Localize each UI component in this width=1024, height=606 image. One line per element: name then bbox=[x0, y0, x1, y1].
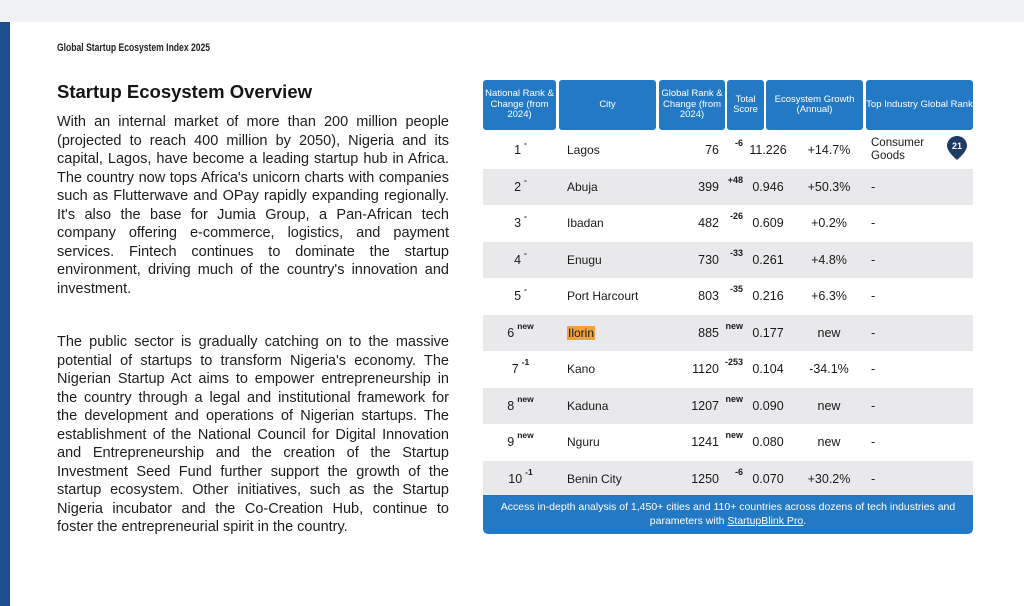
national-rank: 6 bbox=[507, 325, 515, 340]
top-industry: - bbox=[871, 179, 876, 194]
national-rank-change: -1 bbox=[525, 466, 533, 477]
top-industry: - bbox=[871, 362, 876, 377]
global-rank: 399 bbox=[698, 179, 719, 194]
global-rank-change: -35 bbox=[729, 284, 743, 294]
total-score: 0.177 bbox=[752, 325, 784, 340]
national-rank-cell bbox=[483, 388, 558, 425]
page-edge-stripe bbox=[0, 22, 10, 606]
city-cell bbox=[567, 351, 667, 388]
global-rank-change: new bbox=[725, 393, 743, 404]
header-ecosystem-growth: Ecosystem Growth (Annual) bbox=[766, 80, 863, 130]
top-industry: - bbox=[871, 398, 876, 413]
city-name: Enugu bbox=[567, 252, 602, 267]
national-rank: 9 bbox=[507, 435, 515, 450]
national-rank: 2 bbox=[514, 179, 522, 194]
table-row bbox=[483, 388, 973, 425]
global-rank-cell bbox=[658, 169, 745, 206]
top-industry: - bbox=[871, 471, 876, 486]
national-rank: 5 bbox=[514, 289, 522, 304]
global-rank: 482 bbox=[698, 216, 719, 231]
top-industry: - bbox=[871, 435, 876, 450]
city-cell bbox=[567, 388, 667, 425]
city-cell bbox=[567, 242, 667, 279]
global-rank-cell bbox=[658, 242, 745, 279]
global-rank-cell bbox=[658, 278, 745, 315]
global-rank-change: +48 bbox=[727, 174, 743, 185]
top-industry-cell bbox=[868, 169, 973, 206]
city-cell bbox=[567, 132, 667, 169]
national-rank: 1 bbox=[514, 143, 522, 158]
national-rank-cell bbox=[483, 242, 558, 279]
national-rank-cell bbox=[483, 169, 558, 206]
total-score: 0.104 bbox=[752, 362, 784, 377]
global-rank: 76 bbox=[705, 143, 719, 158]
global-rank-cell bbox=[658, 205, 745, 242]
national-rank-change: new bbox=[517, 393, 534, 404]
top-industry-cell bbox=[868, 351, 973, 388]
national-rank-change: new bbox=[517, 320, 534, 331]
city-cell bbox=[567, 278, 667, 315]
ecosystem-growth: +30.2% bbox=[807, 471, 851, 486]
top-industry: - bbox=[871, 252, 876, 267]
global-rank: 803 bbox=[698, 289, 719, 304]
city-name: Benin City bbox=[567, 471, 622, 486]
city-cell bbox=[567, 169, 667, 206]
top-industry-cell bbox=[868, 461, 973, 498]
global-rank-cell bbox=[658, 461, 745, 498]
city-name: Ilorin bbox=[568, 325, 595, 340]
top-industry-cell bbox=[868, 242, 973, 279]
global-rank-change: -26 bbox=[729, 211, 743, 221]
global-rank-cell bbox=[658, 351, 745, 388]
footer-text: Access in-depth analysis of 1,450+ cities and 110+ countries across dozens of tech industries and parameters with bbox=[500, 501, 956, 527]
national-rank: 10 bbox=[508, 471, 523, 486]
national-rank-change: - bbox=[524, 174, 527, 185]
total-score: 0.216 bbox=[752, 289, 784, 304]
global-rank: 1207 bbox=[691, 398, 719, 413]
city-cell bbox=[567, 205, 667, 242]
national-rank: 7 bbox=[511, 362, 519, 377]
city-name: Nguru bbox=[567, 435, 600, 450]
global-rank-change: -253 bbox=[724, 357, 743, 367]
top-industry: - bbox=[871, 289, 876, 304]
ecosystem-growth: new bbox=[817, 435, 841, 450]
global-rank-cell bbox=[658, 424, 745, 461]
table-row bbox=[483, 205, 973, 242]
table-row bbox=[483, 315, 973, 352]
global-rank: 1120 bbox=[692, 362, 719, 377]
city-name: Kano bbox=[567, 362, 596, 377]
header-national-rank: National Rank & Change (from 2024) bbox=[483, 80, 556, 130]
report-header-label: Global Startup Ecosystem Index 2025 bbox=[57, 42, 211, 54]
total-score: 11.226 bbox=[749, 143, 787, 158]
startupblink-pro-link[interactable]: StartupBlink Pro bbox=[727, 515, 804, 527]
header-global-rank: Global Rank & Change (from 2024) bbox=[659, 80, 725, 130]
global-rank: 730 bbox=[698, 252, 719, 267]
ecosystem-growth: new bbox=[817, 325, 841, 340]
national-rank-change: - bbox=[524, 138, 527, 149]
table-row bbox=[483, 169, 973, 206]
viewer-top-bar bbox=[0, 0, 1024, 23]
header-total-score: Total Score bbox=[727, 80, 764, 130]
national-rank: 8 bbox=[507, 398, 515, 413]
global-rank-cell bbox=[658, 132, 745, 169]
ecosystem-growth: new bbox=[817, 398, 841, 413]
national-rank-change: - bbox=[524, 284, 527, 295]
top-industry: - bbox=[871, 216, 876, 231]
national-rank-cell bbox=[483, 424, 558, 461]
city-ranking-table bbox=[483, 80, 973, 534]
ecosystem-growth: +0.2% bbox=[811, 216, 847, 231]
global-rank-change: -6 bbox=[734, 466, 743, 477]
header-top-industry: Top Industry Global Rank bbox=[866, 80, 973, 130]
total-score: 0.609 bbox=[752, 216, 784, 231]
header-city: City bbox=[559, 80, 656, 130]
ecosystem-growth: +6.3% bbox=[811, 289, 847, 304]
national-rank: 4 bbox=[514, 252, 522, 267]
total-score: 0.090 bbox=[752, 398, 784, 413]
city-cell bbox=[567, 461, 667, 498]
footer-period: . bbox=[803, 515, 807, 527]
total-score: 0.080 bbox=[752, 435, 784, 450]
ecosystem-growth: +14.7% bbox=[807, 143, 851, 158]
top-industry: Consumer Goods bbox=[871, 137, 925, 163]
global-rank-cell bbox=[658, 315, 745, 352]
national-rank-change: -1 bbox=[521, 357, 530, 368]
city-name: Abuja bbox=[567, 179, 598, 194]
global-rank: 885 bbox=[698, 325, 719, 340]
city-name: Port Harcourt bbox=[567, 289, 639, 304]
national-rank-change: - bbox=[524, 247, 527, 258]
total-score: 0.070 bbox=[752, 471, 784, 486]
global-rank: 1250 bbox=[691, 471, 719, 486]
national-rank-change: - bbox=[524, 211, 527, 222]
total-score: 0.261 bbox=[752, 252, 784, 267]
table-row bbox=[483, 351, 973, 388]
national-rank-cell bbox=[483, 205, 558, 242]
top-industry-cell bbox=[868, 278, 973, 315]
global-rank-cell bbox=[658, 388, 745, 425]
national-rank-cell bbox=[483, 351, 558, 388]
ecosystem-growth: +50.3% bbox=[807, 179, 851, 194]
global-rank-change: -6 bbox=[734, 138, 743, 148]
top-industry-cell bbox=[868, 424, 973, 461]
overview-paragraph-1: With an internal market of more than 200 million people (projected to reach 400 million by 2050), Nigeria and its capital, Lagos, have become a leading startup hub in Africa. The country now tops Africa's unicorn charts with companies such as Flutterwave and OPay rapidly expanding regionally. It's also the base for Jumia Group, a Pan-African tech company offering e-commerce, logistics, and payment services. Fintech continues to dominate the startup environment, driving much of the country's innovation and investment. bbox=[57, 114, 449, 297]
city-name: Lagos bbox=[567, 143, 600, 158]
top-industry-cell bbox=[868, 388, 973, 425]
city-name: Ibadan bbox=[567, 216, 604, 231]
table-footer-banner bbox=[483, 495, 973, 534]
top-industry: - bbox=[871, 325, 876, 340]
city-cell bbox=[567, 315, 667, 352]
national-rank-cell bbox=[483, 315, 558, 352]
global-rank: 1241 bbox=[691, 435, 719, 450]
global-rank-change: -33 bbox=[729, 247, 743, 258]
table-row bbox=[483, 132, 973, 169]
national-rank: 3 bbox=[514, 216, 522, 231]
national-rank-cell bbox=[483, 132, 558, 169]
national-rank-cell bbox=[483, 461, 558, 498]
table-row bbox=[483, 461, 973, 498]
section-title: Startup Ecosystem Overview bbox=[57, 81, 312, 102]
top-industry-cell bbox=[868, 132, 973, 169]
global-rank-change: new bbox=[725, 430, 743, 440]
map-pin-badge-icon bbox=[947, 136, 967, 160]
global-rank-change: new bbox=[725, 320, 743, 331]
table-header-row bbox=[483, 80, 973, 130]
national-rank-cell bbox=[483, 278, 558, 315]
top-industry-cell bbox=[868, 205, 973, 242]
total-score: 0.946 bbox=[752, 179, 784, 194]
national-rank-change: new bbox=[517, 430, 534, 441]
industry-rank-number: 21 bbox=[951, 141, 963, 151]
top-industry-cell bbox=[868, 315, 973, 352]
city-name: Kaduna bbox=[567, 398, 609, 413]
table-row bbox=[483, 278, 973, 315]
table-row bbox=[483, 424, 973, 461]
ecosystem-growth: +4.8% bbox=[811, 252, 847, 267]
ecosystem-growth: -34.1% bbox=[809, 362, 849, 377]
table-row bbox=[483, 242, 973, 279]
overview-paragraph-2: The public sector is gradually catching on to the massive potential of startups to transform Nigeria's economy. The Nigerian Startup Act aims to empower entrepreneurship in the country through a legal and institutional framework for the development and operations of Nigerian startups. The establishment of the National Council for Digital Innovation and Entrepreneurship and the creation of the Startup Investment Seed Fund further support the growth of the startup ecosystem. Other initiatives, such as the Startup Nigeria incubator and the Co-Creation Hub, continue to foster the entrepreneurial spirit in the country. bbox=[57, 334, 449, 535]
city-cell bbox=[567, 424, 667, 461]
